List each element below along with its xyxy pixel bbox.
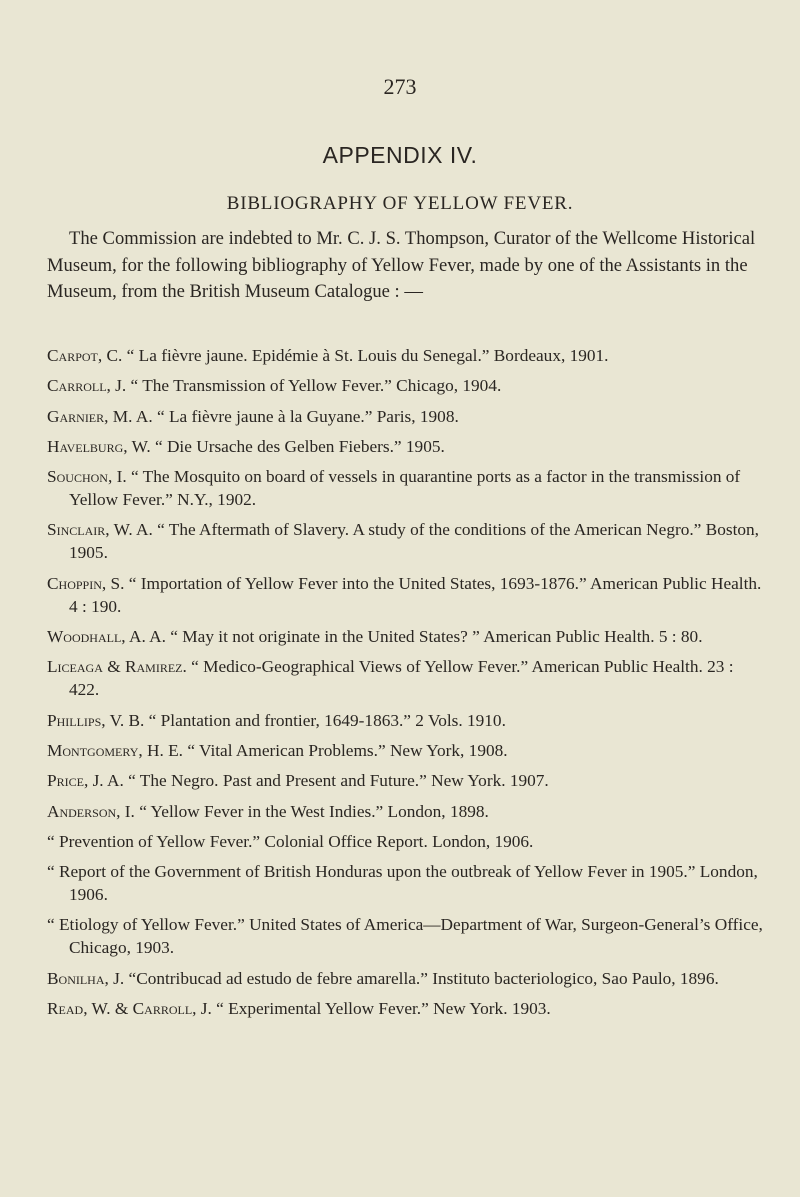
bibliography-list <box>47 344 763 1027</box>
entry-author: Liceaga & Ramirez. <box>47 657 187 677</box>
entry-author: Montgomery, H. E. <box>47 740 184 760</box>
entry-text: “ Medico-Geographical Views of Yellow Fever.” American Public Health. 23 : 422. <box>69 657 734 700</box>
entry-text: “ May it not originate in the United States? ” American Public Health. 5 : 80. <box>165 627 703 647</box>
intro-paragraph: The Commission are indebted to Mr. C. J. S. Thompson, Curator of the Wellcome Historical Museum, for the following bibliography of Yellow Fever, made by one of the Assistants in the Museum, from the British Museum Catalogue : — <box>47 228 756 302</box>
entry-text: “ Yellow Fever in the West Indies.” London, 1898. <box>134 801 489 821</box>
bibliography-entry <box>47 518 763 564</box>
bibliography-entry <box>47 435 763 458</box>
entry-text: “ The Aftermath of Slavery. A study of the conditions of the American Negro.” Boston, 1905. <box>69 520 759 563</box>
bibliography-entry <box>47 800 763 823</box>
entry-text: “ Die Ursache des Gelben Fiebers.” 1905. <box>150 436 445 456</box>
bibliography-entry <box>47 769 763 792</box>
appendix-title: APPENDIX IV. <box>322 142 478 168</box>
bibliography-entry <box>47 344 763 367</box>
entry-author: Souchon, I. <box>47 467 127 487</box>
entry-author: Havelburg, W. <box>47 436 151 456</box>
entry-text: “ Etiology of Yellow Fever.” United States of America—Department of War, Surgeon-General’s Office, Chicago, 1903. <box>47 915 763 958</box>
entry-author: Sinclair, W. A. <box>47 520 153 540</box>
entry-author: Phillips, V. B. <box>47 710 145 730</box>
bibliography-title: BIBLIOGRAPHY OF YELLOW FEVER. <box>226 193 574 214</box>
entry-text: “ Prevention of Yellow Fever.” Colonial Office Report. London, 1906. <box>47 831 534 851</box>
entry-text: “ Experimental Yellow Fever.” New York. 1903. <box>211 999 551 1019</box>
entry-author: Price, J. A. <box>47 771 124 791</box>
entry-author: Read, W. & Carroll, J. <box>47 999 212 1019</box>
entry-text: “ Report of the Government of British Honduras upon the outbreak of Yellow Fever in 1905.” London, 1906. <box>47 862 758 905</box>
entry-text: “ The Transmission of Yellow Fever.” Chicago, 1904. <box>126 376 502 396</box>
bibliography-entry <box>47 465 763 511</box>
bibliography-entry <box>47 572 763 618</box>
entry-text: “ The Negro. Past and Present and Future.” New York. 1907. <box>123 771 549 791</box>
bibliography-entry <box>47 625 763 648</box>
entry-author: Carpot, C. <box>47 346 123 365</box>
entry-author: Garnier, M. A. <box>47 406 153 426</box>
bibliography-entry <box>47 405 763 428</box>
bibliography-entry <box>47 374 763 397</box>
entry-author: Bonilha, J. <box>47 968 125 988</box>
bibliography-entry <box>47 655 763 701</box>
entry-author: Woodhall, A. A. <box>47 627 166 647</box>
entry-text: “ Importation of Yellow Fever into the United States, 1693-1876.” American Public Health. 4 : 190. <box>69 573 762 616</box>
entry-text: “Contribucad ad estudo de febre amarella.” Instituto bacteriologico, Sao Paulo, 1896. <box>124 968 719 988</box>
page-number: 273 <box>383 74 417 99</box>
entry-author: Anderson, I. <box>47 801 135 821</box>
bibliography-entry <box>47 997 763 1020</box>
entry-text: “ La fièvre jaune à la Guyane.” Paris, 1908. <box>152 406 459 426</box>
entry-text: “ La fièvre jaune. Epidémie à St. Louis du Senegal.” Bordeaux, 1901. <box>122 346 609 365</box>
bibliography-entry <box>47 967 763 990</box>
entry-author: Choppin, S. <box>47 573 125 593</box>
entry-text: “ Plantation and frontier, 1649-1863.” 2 Vols. 1910. <box>144 710 506 730</box>
bibliography-entry <box>47 830 763 853</box>
entry-text: “ Vital American Problems.” New York, 1908. <box>183 740 508 760</box>
entry-author: Carroll, J. <box>47 376 127 396</box>
entry-text: “ The Mosquito on board of vessels in quarantine ports as a factor in the transmission of Yellow Fever.” N.Y., 1902. <box>69 467 741 510</box>
bibliography-entry <box>47 913 763 959</box>
bibliography-entry <box>47 860 763 906</box>
bibliography-entry <box>47 739 763 762</box>
bibliography-entry <box>47 709 763 732</box>
